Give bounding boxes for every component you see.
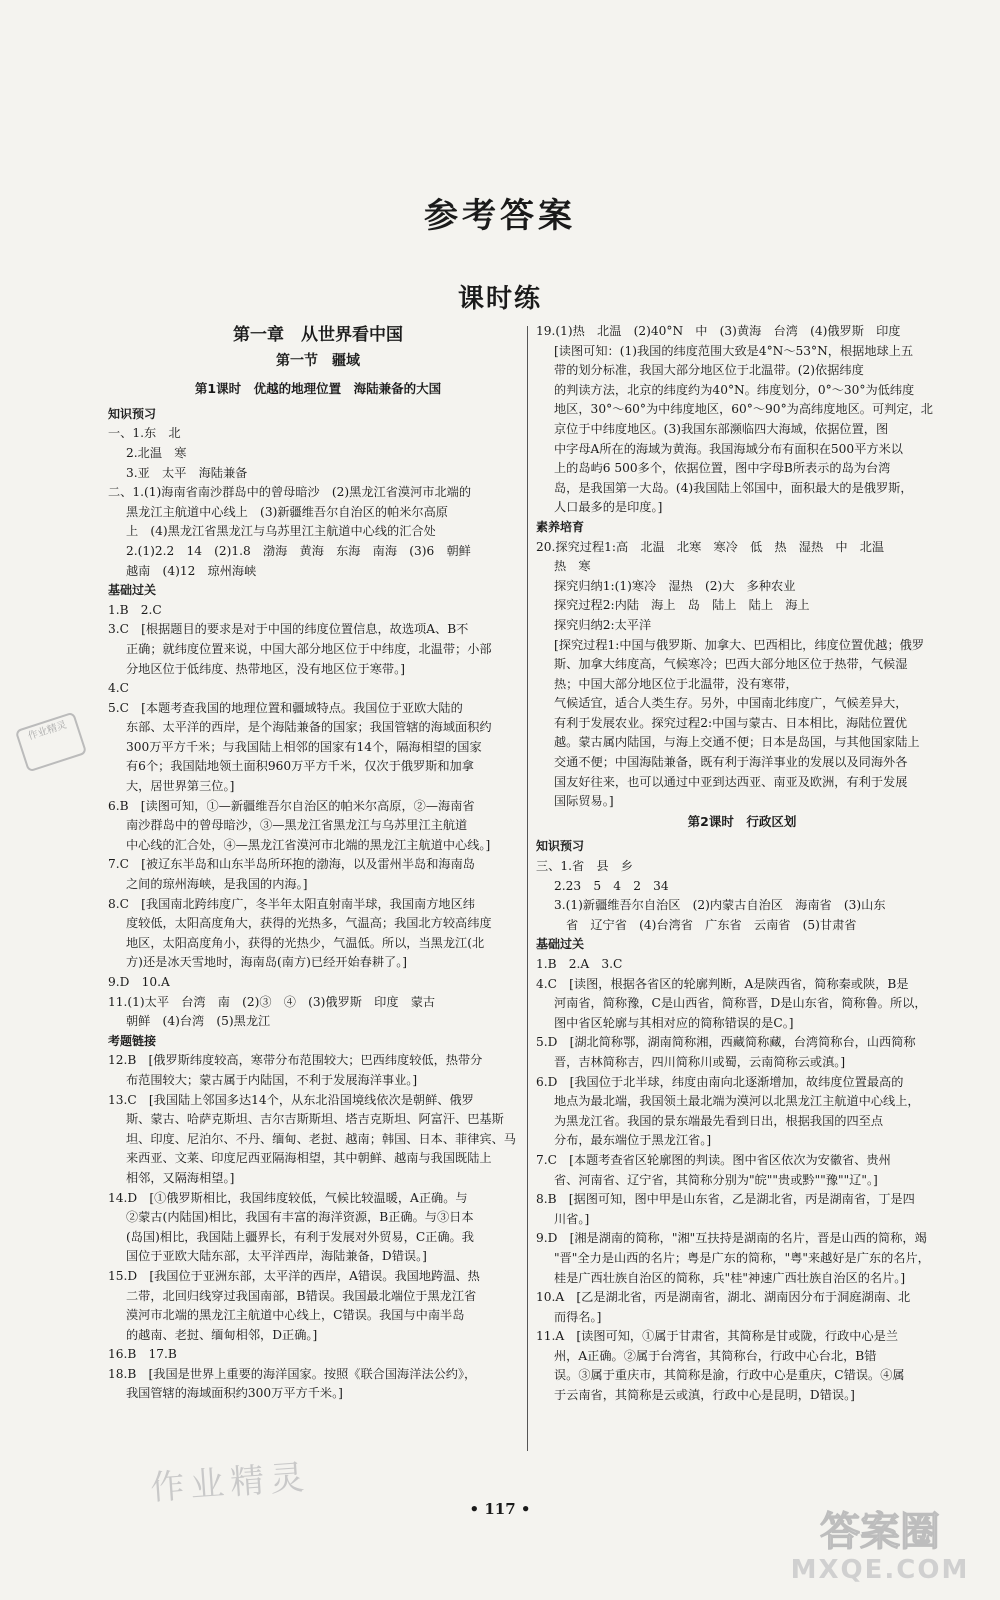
subsection-heading: 考题链接 — [108, 1033, 157, 1048]
logo-main-text: 答案圈 — [820, 1509, 940, 1555]
left-answer-list — [108, 405, 528, 1404]
answer-line: 南沙群岛中的曾母暗沙，③—黑龙江省黑龙江与乌苏里江主航道 — [126, 818, 468, 833]
answer-line: 13.C [我国陆上邻国多达14个，从东北沿国境线依次是朝鲜、俄罗 — [108, 1092, 474, 1107]
answer-line: 二、1.(1)海南省南沙群岛中的曾母暗沙 (2)黑龙江省漠河市北端的 — [108, 485, 472, 500]
answer-line: 交通不便；中国海陆兼备，既有利于海洋事业的发展以及同海外各 — [554, 755, 908, 770]
answer-line: 18.B [我国是世界上重要的海洋国家。按照《联合国海洋法公约》， — [108, 1366, 477, 1381]
answer-line: 上的岛屿6 500多个，依据位置，图中字母B所表示的岛为台湾 — [554, 461, 891, 476]
answer-line: [读图可知：(1)我国的纬度范围大致是4°N～53°N，根据地球上五 — [554, 343, 914, 358]
answer-line: 越南 (4)12 琼州海峡 — [126, 563, 257, 578]
answer-line: 上 (4)黑龙江省黑龙江与乌苏里江主航道中心线的汇合处 — [126, 524, 436, 539]
subsection-heading: 知识预习 — [108, 406, 157, 421]
answer-line: 朝鲜 (4)台湾 (5)黑龙江 — [126, 1014, 271, 1029]
answer-line: 桂是广西壮族自治区的简称，兵"桂"神速广西壮族自治区的名片。] — [554, 1270, 906, 1285]
right-column — [536, 322, 948, 1406]
answer-line: 10.A [乙是湖北省，丙是湖南省，湖北、湖南因分布于洞庭湖南、北 — [536, 1290, 911, 1305]
answer-line: 人口最多的是印度。] — [554, 500, 663, 515]
section-title: 课时练 — [457, 284, 542, 314]
answer-line: 一、1.东 北 — [108, 426, 181, 441]
answer-line: 11.A [读图可知，①属于甘肃省，其简称是甘或陇，行政中心是兰 — [536, 1329, 899, 1344]
answer-line: 4.C [读图，根据各省区的轮廓判断，A是陕西省，简称秦或陕，B是 — [536, 976, 909, 991]
answer-line: 分地区位于低纬度、热带地区，没有地区位于寒带。] — [126, 661, 405, 676]
answer-line: ②蒙古(内陆国)相比，我国有丰富的海洋资源，B正确。与③日本 — [126, 1210, 474, 1225]
right-answer-list — [536, 322, 948, 1406]
answer-line: 有利于发展农业。探究过程2:中国与蒙古、日本相比，海陆位置优 — [554, 715, 908, 730]
answer-line: 黑龙江主航道中心线上 (3)新疆维吾尔自治区的帕米尔高原 — [126, 504, 448, 519]
answer-line: 州，A正确。②属于台湾省，其简称台，行政中心台北，B错 — [554, 1348, 877, 1363]
answer-line: 探究归纳1:(1)寒冷 湿热 (2)大 多种农业 — [554, 578, 796, 593]
answer-line: 1.B 2.A 3.C — [536, 957, 623, 971]
answer-line: 晋，吉林简称吉，四川简称川或蜀，云南简称云或滇。] — [554, 1054, 846, 1069]
answer-line: 为黑龙江省。我国的景东端最先看到日出，根据我国的四至点 — [554, 1113, 884, 1128]
answer-line: 6.D [我国位于北半球，纬度由南向北逐渐增加，故纬度位置最高的 — [536, 1074, 904, 1089]
answer-line: 探究过程2:内陆 海上 岛 陆上 陆上 海上 — [554, 598, 810, 613]
answer-line: 正确；就纬度位置来说，中国大部分地区位于中纬度，北温带；小部 — [126, 641, 492, 656]
subsection-heading: 素养培育 — [536, 519, 585, 534]
answer-line: 3.亚 太平 海陆兼备 — [126, 465, 248, 480]
answer-line: 大，居世界第三位。] — [126, 779, 235, 794]
answer-line: 7.C [本题考查省区轮廓图的判读。图中省区依次为安徽省、贵州 — [536, 1152, 891, 1167]
lesson-heading: 第2课时 行政区划 — [687, 813, 797, 829]
answer-line: 热 寒 — [554, 559, 591, 574]
answer-line: "晋"全力是山西的名片；粤是广东的简称，"粤"来越好是广东的名片， — [554, 1250, 930, 1265]
answer-line: 三、1.省 县 乡 — [536, 859, 633, 874]
answer-line: 二带，北回归线穿过我国南部，B错误。我国最北端位于黑龙江省 — [126, 1288, 477, 1303]
answer-line: 中字母A所在的海域为黄海。我国海域分布有面积在500平方米以 — [554, 441, 903, 456]
answer-line: 地点为最北端，我国领土最北端为漠河以北黑龙江主航道中心线上， — [554, 1094, 920, 1109]
answer-line: 京位于中纬度地区。(3)我国东部濒临四大海域，依据位置，图 — [554, 421, 889, 436]
answer-line: 相邻，又隔海相望。] — [126, 1170, 235, 1185]
answer-line: 分布，最东端位于黑龙江省。] — [554, 1133, 712, 1148]
answer-line: 7.C [被辽东半岛和山东半岛所环抱的渤海，以及雷州半岛和海南岛 — [108, 857, 475, 872]
answer-line: 国友好往来，也可以通过中亚到达西亚、南亚及欧洲，有利于发展 — [554, 774, 908, 789]
answer-line: 省 辽宁省 (4)台湾省 广东省 云南省 (5)甘肃省 — [566, 917, 857, 932]
answer-line: 中心线的汇合处，④—黑龙江省漠河市北端的黑龙江主航道中心线。] — [126, 837, 491, 852]
answer-line: 越。蒙古属内陆国，与海上交通不便；日本是岛国，与其他国家陆上 — [554, 735, 920, 750]
stamp-watermark: 作业精灵 — [15, 711, 88, 772]
answer-line: 的判读方法，北京的纬度约为40°N。纬度划分，0°～30°为低纬度 — [554, 382, 915, 397]
answer-line: [探究过程1:中国与俄罗斯、加拿大、巴西相比，纬度位置优越；俄罗 — [554, 637, 925, 652]
answer-line: 带的划分标准，我国大部分地区位于北温带。(2)依据纬度 — [554, 363, 864, 378]
answer-line: 漠河市北端的黑龙江主航道中心线上，C错误。我国与中南半岛 — [126, 1308, 465, 1323]
answer-line: 度较低，太阳高度角大，获得的光热多，气温高；我国北方较高纬度 — [126, 916, 492, 931]
answer-line: 3.C [根据题目的要求是对于中国的纬度位置信息，故选项A、B不 — [108, 622, 469, 637]
answer-line: 省、河南省、辽宁省，其简称分别为"皖""贵或黔""豫""辽"。] — [554, 1172, 878, 1187]
answer-line: 气候适宜，适合人类生存。另外，中国南北纬度广，气候差异大， — [554, 696, 908, 711]
answer-line: 地区，30°～60°为中纬度地区，60°～90°为高纬度地区。可判定，北 — [554, 402, 933, 417]
answer-line: 11.(1)太平 台湾 南 (2)③ ④ (3)俄罗斯 印度 蒙古 — [108, 994, 436, 1009]
left-column — [108, 322, 528, 1404]
answer-line: 19.(1)热 北温 (2)40°N 中 (3)黄海 台湾 (4)俄罗斯 印度 — [536, 324, 901, 338]
answer-line: 国际贸易。] — [554, 794, 614, 809]
answer-line: 有6个；我国陆地领土面积960万平方千米，仅次于俄罗斯和加拿 — [126, 759, 474, 774]
subsection-heading: 基础过关 — [108, 583, 157, 598]
answer-line: 坦、印度、尼泊尔、不丹、缅甸、老挝、越南；韩国、日本、菲律宾、马 — [126, 1131, 516, 1146]
answer-line: 斯、蒙古、哈萨克斯坦、吉尔吉斯斯坦、塔吉克斯坦、阿富汗、巴基斯 — [126, 1112, 504, 1127]
logo-sub-text: MXQE.COM — [790, 1555, 970, 1585]
answer-line: 国位于亚欧大陆东部，太平洋西岸，海陆兼备，D错误。] — [126, 1249, 427, 1264]
answer-line: 2.北温 寒 — [126, 445, 187, 460]
answer-line: 4.C — [108, 681, 129, 696]
answer-line: 12.B [俄罗斯纬度较高，寒带分布范围较大；巴西纬度较低，热带分 — [108, 1053, 483, 1068]
answer-line: 热；中国大部分地区位于北温带，没有寒带， — [554, 676, 798, 691]
answer-line: 300万平方千米；与我国陆上相邻的国家有14个，隔海相望的国家 — [126, 739, 482, 754]
subsection-heading: 知识预习 — [536, 839, 585, 854]
answer-line: 的越南、老挝、缅甸相邻，D正确。] — [126, 1327, 318, 1342]
answer-line: 来西亚、文莱、印度尼西亚隔海相望，其中朝鲜、越南与我国既陆上 — [126, 1151, 492, 1166]
answer-line: 2.(1)2.2 14 (2)1.8 渤海 黄海 东海 南海 (3)6 朝鲜 — [126, 543, 471, 558]
answer-line: 我国管辖的海域面积约300万平方千米。] — [126, 1386, 343, 1401]
answer-line: 斯、加拿大纬度高，气候寒冷；巴西大部分地区位于热带，气候湿 — [554, 657, 908, 672]
answer-line: 布范围较大；蒙古属于内陆国，不利于发展海洋事业。] — [126, 1072, 418, 1087]
answer-line: 9.D 10.A — [108, 975, 170, 989]
answer-line: 3.(1)新疆维吾尔自治区 (2)内蒙古自治区 海南省 (3)山东 — [554, 898, 886, 913]
page-number: • 117 • — [469, 1500, 531, 1518]
answer-line: 5.D [湖北简称鄂，湖南简称湘，西藏简称藏，台湾简称台，山西简称 — [536, 1035, 916, 1050]
column-divider — [527, 326, 528, 1451]
site-logo — [780, 1490, 980, 1590]
answer-line: 16.B 17.B — [108, 1347, 177, 1362]
answer-line: 图中省区轮廓与其相对应的简称错误的是C。] — [554, 1015, 794, 1030]
subsection-heading: 基础过关 — [536, 937, 585, 952]
answer-line: 5.C [本题考查我国的地理位置和疆域特点。我国位于亚欧大陆的 — [108, 700, 463, 715]
answer-line: 8.B [据图可知，图中甲是山东省，乙是湖北省，丙是湖南省，丁是四 — [536, 1192, 915, 1207]
answer-line: 20.探究过程1:高 北温 北寒 寒冷 低 热 湿热 中 北温 — [536, 539, 885, 554]
answer-line: 误。③属于重庆市，其简称是渝，行政中心是重庆，C错误。④属 — [554, 1368, 905, 1383]
answer-line: 而得名。] — [554, 1309, 602, 1324]
answer-line: 川省。] — [554, 1211, 590, 1226]
page-title: 参考答案 — [424, 196, 576, 236]
answer-line: 地区，太阳高度角小，获得的光热少，气温低。所以，当黑龙江(北 — [126, 935, 485, 950]
answer-line: 14.D [①俄罗斯相比，我国纬度较低，气候比较温暖，A正确。与 — [108, 1190, 468, 1205]
answer-line: (岛国)相比，我国陆上疆界长，有利于发展对外贸易，C正确。我 — [126, 1229, 474, 1244]
answer-line: 探究归纳2:太平洋 — [554, 617, 652, 632]
answer-line: 1.B 2.C — [108, 602, 162, 617]
answer-line: 9.D [湘是湖南的简称，"湘"互扶持是湖南的名片，晋是山西的简称，竭 — [536, 1231, 927, 1246]
answer-line: 方)还是冰天雪地时，海南岛(南方)已经开始春耕了。] — [126, 955, 408, 970]
section-heading: 第一节 疆域 — [276, 352, 360, 369]
answer-line: 6.B [读图可知，①—新疆维吾尔自治区的帕米尔高原，②—海南省 — [108, 798, 475, 813]
answer-line: 岛，是我国第一大岛。(4)我国陆上邻国中，面积最大的是俄罗斯， — [554, 480, 913, 495]
answer-line: 河南省，简称豫，C是山西省，简称晋，D是山东省，简称鲁。所以， — [554, 996, 927, 1011]
answer-line: 15.D [我国位于亚洲东部，太平洋的西岸，A错误。我国地跨温、热 — [108, 1268, 480, 1283]
watermark-text: 作业精灵 — [149, 1457, 312, 1509]
lesson-heading: 第1课时 优越的地理位置 海陆兼备的大国 — [194, 381, 442, 397]
chapter-heading: 第一章 从世界看中国 — [233, 325, 403, 345]
answer-line: 8.C [我国南北跨纬度广，冬半年太阳直射南半球，我国南方地区纬 — [108, 896, 475, 911]
answer-line: 2.23 5 4 2 34 — [554, 878, 669, 893]
answer-line: 于云南省，其简称是云或滇，行政中心是昆明，D错误。] — [554, 1388, 855, 1403]
answer-line: 东部、太平洋的西岸，是个海陆兼备的国家；我国管辖的海域面积约 — [126, 720, 492, 735]
answer-line: 之间的琼州海峡，是我国的内海。] — [126, 877, 308, 892]
